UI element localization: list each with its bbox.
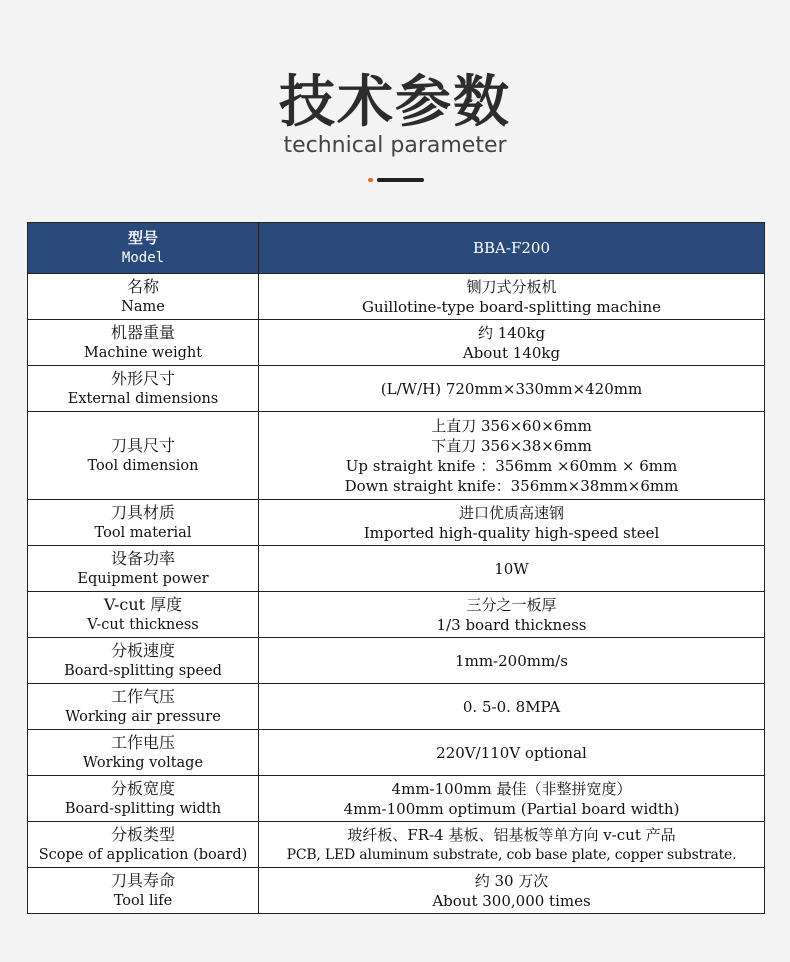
spec-label-cell <box>28 366 259 412</box>
accent-dot <box>368 178 373 182</box>
spec-label-cell <box>28 500 259 546</box>
spec-label-cell <box>28 730 259 776</box>
spec-label-zh: V-cut 厚度 <box>103 594 183 614</box>
table-row <box>28 592 765 638</box>
spec-value-cell <box>259 730 765 776</box>
spec-label-cell <box>28 638 259 684</box>
model-value: BBA-F200 <box>473 239 550 257</box>
spec-label-en: Tool dimension <box>87 457 199 474</box>
table-row <box>28 366 765 412</box>
table-row <box>28 730 765 776</box>
spec-label-zh: 分板速度 <box>110 640 175 660</box>
table-row <box>28 684 765 730</box>
spec-label-cell <box>28 868 259 914</box>
spec-label-cell <box>28 320 259 366</box>
spec-value-line: 约 140kg <box>477 323 546 342</box>
spec-table <box>27 222 765 914</box>
spec-value-line: 玻纤板、FR-4 基板、铝基板等单方向 v-cut 产品 <box>347 825 676 844</box>
spec-label-cell <box>28 412 259 500</box>
spec-label-en: Board-splitting speed <box>64 662 222 679</box>
spec-value-line: 4mm-100mm 最佳（非整拼宽度） <box>391 779 632 798</box>
spec-label-en: V-cut thickness <box>87 616 199 633</box>
spec-value-line: PCB, LED aluminum substrate, cob base plate, copper substrate. <box>286 846 737 863</box>
spec-value-cell <box>259 868 765 914</box>
table-row <box>28 776 765 822</box>
model-value-cell <box>259 223 765 274</box>
model-label-cell <box>28 223 259 274</box>
spec-label-zh: 工作电压 <box>110 732 175 752</box>
spec-label-en: Board-splitting width <box>64 800 222 817</box>
spec-value-line: 1mm-200mm/s <box>455 651 568 670</box>
spec-value-line: 0. 5-0. 8MPA <box>462 697 561 716</box>
spec-label-en: Working air pressure <box>65 708 221 725</box>
spec-label-en: External dimensions <box>67 390 219 407</box>
spec-value-line: About 140kg <box>462 343 561 362</box>
spec-value-line: (L/W/H) 720mm×330mm×420mm <box>380 379 643 398</box>
spec-value-cell <box>259 412 765 500</box>
spec-label-en: Tool life <box>113 892 173 909</box>
page-subtitle: technical parameter <box>283 133 507 158</box>
spec-value-line: 三分之一板厚 <box>466 595 557 614</box>
spec-label-en: Machine weight <box>83 344 203 361</box>
model-label-zh: 型号 <box>127 229 158 247</box>
spec-label-zh: 工作气压 <box>110 686 175 706</box>
spec-label-zh: 刀具尺寸 <box>110 435 175 455</box>
spec-label-cell <box>28 546 259 592</box>
spec-label-en: Working voltage <box>82 754 204 771</box>
spec-value-line: 进口优质高速钢 <box>458 503 564 522</box>
spec-value-cell <box>259 320 765 366</box>
spec-label-en: Name <box>121 298 165 315</box>
accent-bar <box>377 178 424 182</box>
table-row <box>28 274 765 320</box>
spec-label-zh: 刀具材质 <box>110 502 175 522</box>
model-label-en: Model <box>121 250 165 266</box>
spec-label-cell <box>28 274 259 320</box>
spec-value-cell <box>259 500 765 546</box>
spec-value-cell <box>259 822 765 868</box>
spec-label-en: Equipment power <box>77 570 209 587</box>
table-row <box>28 638 765 684</box>
table-header-row <box>28 223 765 274</box>
spec-label-zh: 设备功率 <box>110 548 175 568</box>
spec-value-line: 铡刀式分板机 <box>466 277 557 296</box>
spec-value-line: 下直刀 356×38×6mm <box>431 436 592 455</box>
title-accent <box>368 178 424 182</box>
spec-value-cell <box>259 366 765 412</box>
table-row <box>28 412 765 500</box>
page-title: 技术参数 <box>279 70 511 135</box>
spec-value-line: Guillotine-type board-splitting machine <box>361 297 661 316</box>
spec-label-en: Scope of application (board) <box>38 846 248 863</box>
page-header <box>0 0 790 222</box>
spec-value-line: Imported high-quality high-speed steel <box>363 523 660 542</box>
spec-label-cell <box>28 776 259 822</box>
spec-value-line: 约 30 万次 <box>474 871 549 890</box>
spec-value-cell <box>259 274 765 320</box>
spec-label-zh: 分板类型 <box>110 824 175 844</box>
spec-label-cell <box>28 822 259 868</box>
spec-label-cell <box>28 592 259 638</box>
spec-label-zh: 机器重量 <box>110 322 175 342</box>
table-row <box>28 500 765 546</box>
spec-value-cell <box>259 684 765 730</box>
spec-label-en: Tool material <box>94 524 192 541</box>
spec-value-line: Down straight knife：356mm×38mm×6mm <box>344 476 679 495</box>
spec-value-line: Up straight knife ：356mm ×60mm × 6mm <box>345 456 678 475</box>
table-row <box>28 822 765 868</box>
spec-value-line: 220V/110V optional <box>436 743 587 762</box>
spec-value-line: 10W <box>494 559 529 578</box>
table-row <box>28 868 765 914</box>
spec-value-line: About 300,000 times <box>432 891 591 910</box>
spec-value-cell <box>259 592 765 638</box>
spec-value-line: 4mm-100mm optimum (Partial board width) <box>343 799 680 818</box>
spec-label-zh: 刀具寿命 <box>110 870 175 890</box>
spec-value-cell <box>259 776 765 822</box>
table-row <box>28 320 765 366</box>
spec-value-cell <box>259 546 765 592</box>
spec-value-line: 上直刀 356×60×6mm <box>431 416 592 435</box>
spec-label-zh: 分板宽度 <box>110 778 175 798</box>
spec-label-zh: 名称 <box>126 276 159 296</box>
spec-label-cell <box>28 684 259 730</box>
spec-value-cell <box>259 638 765 684</box>
spec-label-zh: 外形尺寸 <box>110 368 175 388</box>
table-row <box>28 546 765 592</box>
spec-value-line: 1/3 board thickness <box>436 615 587 634</box>
